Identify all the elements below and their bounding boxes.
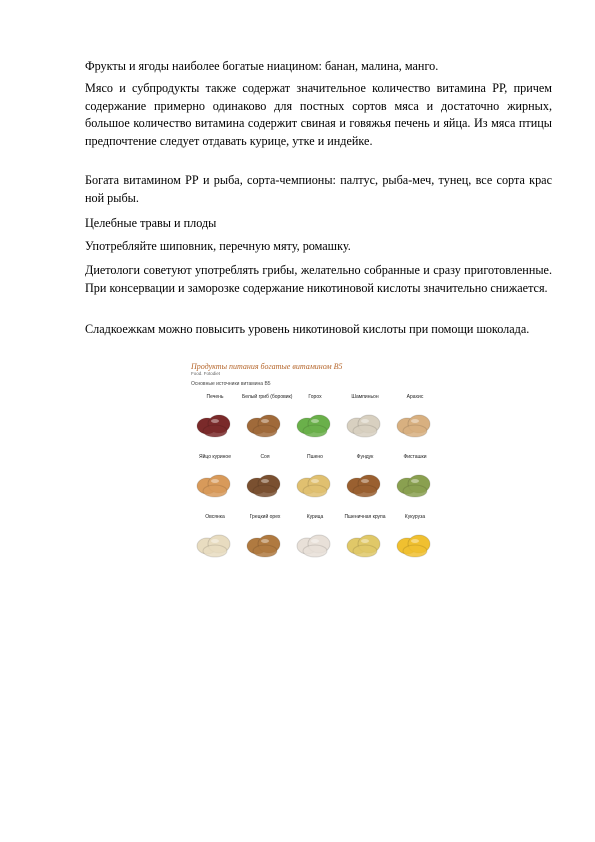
pistachio-icon <box>395 466 435 500</box>
food-item <box>392 394 438 450</box>
food-label: Грецкий орех <box>249 514 281 520</box>
soy-icon <box>245 466 285 500</box>
food-label: Горох <box>308 394 322 400</box>
food-item <box>292 454 338 510</box>
food-label: Фисташки <box>403 454 427 460</box>
hazelnut-icon <box>345 466 385 500</box>
food-item <box>392 514 438 570</box>
food-label: Печень <box>206 394 224 400</box>
food-label: Белый гриб (боровик) <box>242 394 293 400</box>
vitamin-foods-figure <box>188 362 442 566</box>
food-label: Пшено <box>307 454 323 460</box>
food-item <box>392 454 438 510</box>
food-item <box>292 514 338 570</box>
paragraph-fruits: Фрукты и ягоды наиболее богатые ниацином: банан, малина, манго. <box>85 59 439 73</box>
peanut-icon <box>395 406 435 440</box>
food-label: Курица <box>306 514 324 520</box>
food-item <box>342 394 388 450</box>
food-label: Арахис <box>406 394 424 400</box>
liver-icon <box>195 406 235 440</box>
food-item <box>192 394 238 450</box>
food-item <box>342 514 388 570</box>
mushroom-icon <box>245 406 285 440</box>
food-item <box>342 454 388 510</box>
food-item <box>242 454 288 510</box>
paragraph-herbs: Употребляйте шиповник, перечную мяту, ромашку. <box>85 239 351 253</box>
peas-icon <box>295 406 335 440</box>
food-label: Пшеничная крупа <box>344 514 386 520</box>
walnut-icon <box>245 526 285 560</box>
food-label: Соя <box>260 454 270 460</box>
food-label: Шампиньон <box>351 394 379 400</box>
food-label: Фундук <box>356 454 374 460</box>
wheat-groats-icon <box>345 526 385 560</box>
paragraph-mushrooms: Диетологи советуют употреблять грибы, желательно собранные и сразу приготовленные. При консервации и заморозке содержание никотиновой кислоты значительно снижается. <box>85 263 552 295</box>
food-item <box>192 514 238 570</box>
figure-title: Продукты питания богатые витамином В5 <box>191 362 343 371</box>
egg-icon <box>195 466 235 500</box>
paragraph-chocolate: Сладкоежкам можно повысить уровень никотиновой кислоты при помощи шоколада. <box>85 322 530 336</box>
food-item <box>292 394 338 450</box>
chicken-icon <box>295 526 335 560</box>
paragraph-herbs-heading: Целебные травы и плоды <box>85 216 217 230</box>
figure-subtitle: Food. Fotodiet <box>191 371 221 376</box>
food-item <box>242 514 288 570</box>
food-label: Кукуруза <box>404 514 426 520</box>
food-label: Овсянка <box>205 514 225 520</box>
corn-icon <box>395 526 435 560</box>
food-item <box>192 454 238 510</box>
paragraph-meat: Мясо и субпродукты также содержат значительное количество витамина РР, причем содержание примерно одинаково для постных сортов мяса и достаточно жирных, большое количество витамина содержит свиная и говяжья печень и яйца. Из мяса птицы предпочтение следует отдавать курице, утке и индейке. <box>85 81 552 148</box>
paragraph-fish: Богата витамином РР и рыба, сорта-чемпионы: палтус, рыба-меч, тунец, все сорта крас ной рыбы. <box>85 173 552 205</box>
oatmeal-icon <box>195 526 235 560</box>
food-label: Яйцо куриное <box>199 454 231 460</box>
champignon-icon <box>345 406 385 440</box>
figure-caption: Основные источники витамина В5 <box>191 381 271 387</box>
food-item <box>242 394 293 450</box>
millet-icon <box>295 466 335 500</box>
